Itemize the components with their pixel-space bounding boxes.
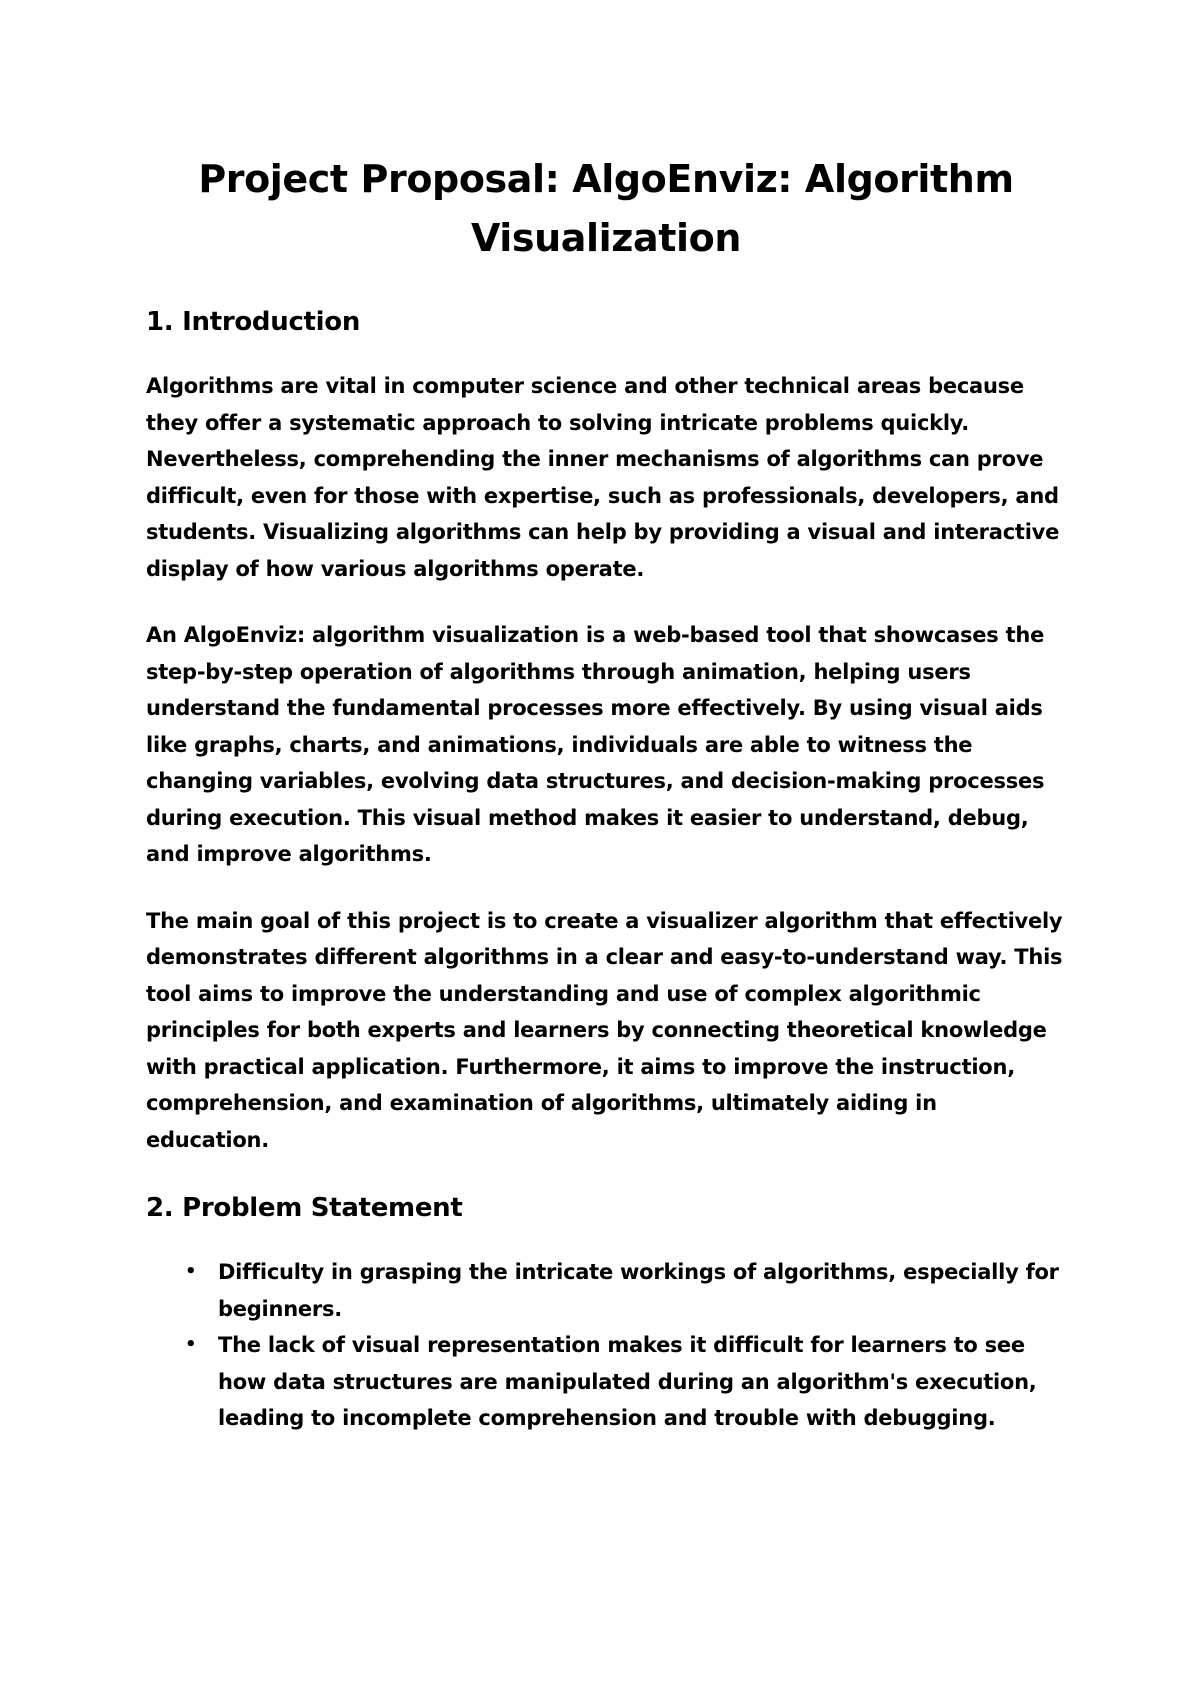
document-title: Project Proposal: AlgoEnviz: Algorithm Visualization [198, 157, 1014, 260]
document-page [146, 150, 1066, 1437]
bullet-icon: • [185, 1261, 197, 1282]
section-introduction [146, 302, 1066, 1158]
intro-paragraph-3: The main goal of this project is to create a visualizer algorithm that effectively demonstrates different algorithms in a clear and easy-to-understand way. This tool aims to improve the understanding and use of complex algorithmic principles for both experts and learners by connecting theoretical knowledge with practical application. Furthermore, it aims to improve the instruction, comprehension, and examination of algorithms, ultimately aiding in education. [146, 908, 1063, 1152]
section-problem-statement [146, 1188, 1066, 1437]
problem-list [146, 1254, 1066, 1437]
problem-list-item [146, 1254, 1066, 1327]
intro-paragraph-2: An AlgoEnviz: algorithm visualization is a web-based tool that showcases the step-by-step operation of algorithms through animation, helping users understand the fundamental processes more effectively. By using visual aids like graphs, charts, and animations, individuals are able to witness the changing variables, evolving data structures, and decision-making processes during execution. This visual method makes it easier to understand, debug, and improve algorithms. [146, 623, 1045, 866]
intro-paragraph-1: Algorithms are vital in computer science and other technical areas because they offer a systematic approach to solving intricate problems quickly. Nevertheless, comprehending the inner mechanisms of algorithms can prove difficult, even for those with expertise, such as professionals, developers, and students. Visualizing algorithms can help by providing a visual and interactive display of how various algorithms operate. [146, 374, 1060, 581]
problem-item-text: Difficulty in grasping the intricate workings of algorithms, especially for beginners. [218, 1260, 1059, 1321]
problem-item-text: The lack of visual representation makes it difficult for learners to see how data structures are manipulated during an algorithm's execution, leading to incomplete comprehension and trouble with debugging. [218, 1333, 1037, 1430]
section-heading-problem-statement: 2. Problem Statement [146, 1193, 463, 1223]
section-heading-introduction: 1. Introduction [146, 307, 361, 337]
problem-list-item [146, 1327, 1066, 1437]
bullet-icon: • [185, 1334, 197, 1355]
